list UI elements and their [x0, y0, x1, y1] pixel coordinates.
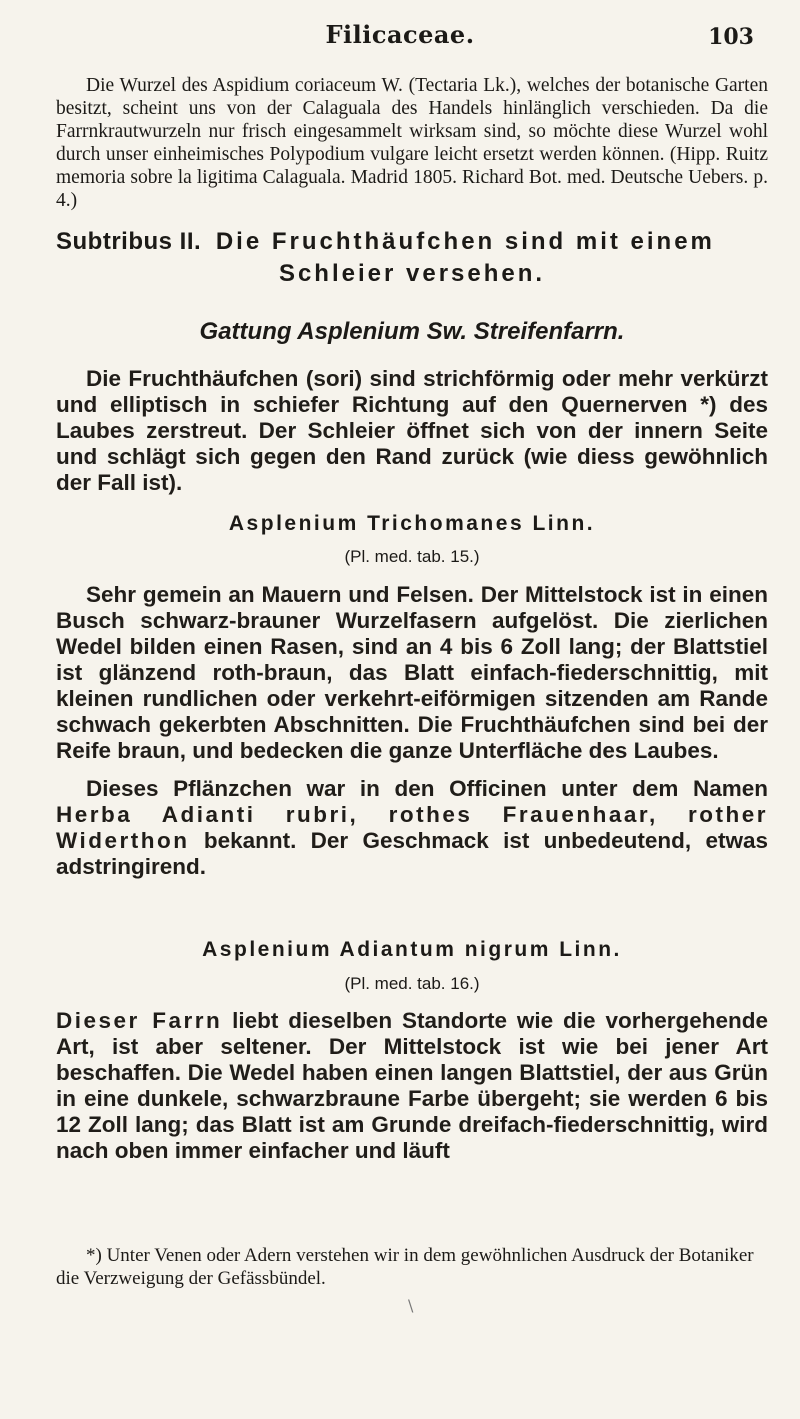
genus-paragraph: Die Fruchthäufchen (sori) sind strichförmig oder mehr verkürzt und elliptisch in schiefer Richtung auf den Quernerven *) des Laubes zerstreut. Der Schleier öffnet sich von der innern Seite und schlägt sich gegen den Rand zurück (wie diess gewöhnlich der Fall ist). — [56, 366, 768, 495]
species-heading-adiantum-nigrum: Asplenium Adiantum nigrum Linn. — [202, 938, 622, 961]
subtribus-heading — [56, 226, 768, 290]
intro-paragraph: Die Wurzel des Aspidium coriaceum W. (Tectaria Lk.), welches der botanische Garten besitzt, scheint uns von der Calaguala des Handels hinlänglich verschieden. Da die Farrnkrautwurzeln nur frisch eingesammelt wirksam sind, so möchte diese Wurzel wohl durch unser einheimisches Polypodium vulgare leicht ersetzt werden können. (Hipp. Ruitz memoria sobre la ligitima Calaguala. Madrid 1805. Richard Bot. med. Deutsche Uebers. p. 4.) — [56, 75, 768, 211]
page-number: 103 — [708, 24, 754, 50]
genus-heading: Gattung Asplenium Sw. Streifenfarrn. — [199, 318, 625, 345]
intro-section — [56, 74, 768, 212]
running-title: Filicaceae. — [325, 20, 475, 49]
trichomanes-p2-intro: Dieses Pflänzchen war in den Officinen unter dem Namen — [86, 776, 768, 801]
subtribus-title-line2: Schleier versehen. — [278, 260, 546, 287]
running-head — [0, 18, 800, 58]
footnote-text: *) Unter Venen oder Adern verstehen wir in dem gewöhnlichen Ausdruck der Botaniker die Verzweigung der Gefässbündel. — [56, 1245, 754, 1289]
stray-mark: \ — [408, 1296, 414, 1315]
subtribus-label: Subtribus II. — [56, 228, 202, 255]
trichomanes-officinal-names: Herba Adianti rubri, rothes Frauenhaar, rother Widerthon — [56, 802, 768, 853]
adiantum-nigrum-lead-words: Dieser Farrn — [56, 1008, 223, 1033]
trichomanes-paragraph-1: Sehr gemein an Mauern und Felsen. Der Mittelstock ist in einen Busch schwarz-brauner Wurzelfasern aufgelöst. Die zierlichen Wedel bilden einen Rasen, sind an 4 bis 6 Zoll lang; der Blattstiel ist glänzend roth-braun, das Blatt einfach-fiederschnittig, mit kleinen rundlichen oder verkehrt-eiförmigen sitzenden am Rande schwach gekerbten Abschnitten. Die Fruchthäufchen sind bei der Reife braun, und bedecken die ganze Unterfläche des Laubes. — [56, 582, 768, 763]
species-description-trichomanes — [56, 582, 768, 880]
genus-description — [56, 366, 768, 496]
species-description-adiantum-nigrum — [56, 1008, 768, 1164]
trichomanes-paragraph-2 — [56, 776, 768, 880]
plate-reference-trichomanes: (Pl. med. tab. 15.) — [344, 547, 480, 566]
species-heading-trichomanes: Asplenium Trichomanes Linn. — [228, 512, 596, 535]
trichomanes-p2-end: bekannt. Der Geschmack ist unbedeutend, etwas adstringirend. — [56, 828, 768, 879]
footnote — [56, 1244, 768, 1290]
subtribus-title-line1: Die Fruchthäufchen sind mit einem — [215, 228, 715, 255]
adiantum-nigrum-paragraph — [56, 1008, 768, 1164]
plate-reference-adiantum-nigrum: (Pl. med. tab. 16.) — [344, 974, 480, 993]
adiantum-nigrum-text: liebt dieselben Standorte wie die vorhergehende Art, ist aber seltener. Der Mittelstock ist wie bei jener Art beschaffen. Die Wedel haben einen langen Blattstiel, der aus Grün in eine dunkele, schwarzbraune Farbe übergeht; sie werden 6 bis 12 Zoll lang; das Blatt ist am Grunde dreifach-fiederschnittig, wird nach oben immer einfacher und läuft — [56, 1008, 769, 1163]
